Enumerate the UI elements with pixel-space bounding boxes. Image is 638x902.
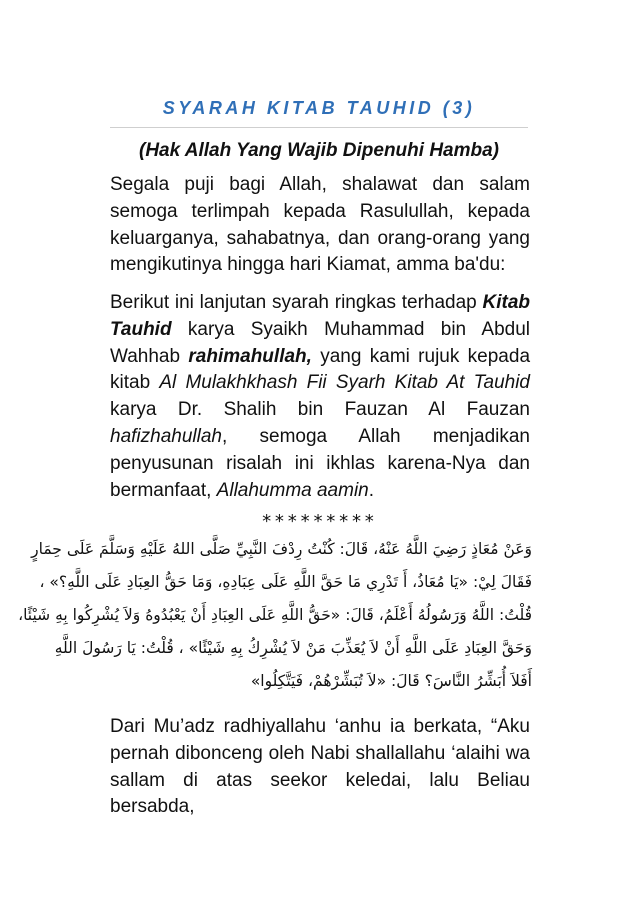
book-title-mulakhkhash: Al Mulakhkhash Fii Syarh Kitab At Tauhid (159, 372, 530, 394)
preface-text-1: Berikut ini lanjutan syarah ringkas terhadap (110, 292, 483, 313)
preface-paragraph (110, 290, 530, 504)
hadith-line: فَقَالَ لِيْ: «يَا مُعَاذُ، أَ تَدْرِي مَا حَقَّ اللَّهِ عَلَى عِبَادِهِ، وَمَا حَقُّ العِبَادِ عَلَى اللَّهِ؟» ، (39, 573, 532, 591)
preface-text-6: . (368, 479, 375, 501)
preface-text-2: karya Syaikh Muhammad bin Abdul Wahhab (110, 318, 530, 367)
preface-text-4: karya Dr. Shalih bin Fauzan Al Fauzan (110, 399, 530, 421)
hadith-line: وَعَنْ مُعَاذٍ رَضِيَ اللَّهُ عَنْهُ، قَالَ: كُنْتُ رِدْفَ النَّبِيِّ صَلَّى اللهُ عَلَيْهِ وَسَلَّمَ عَلَى حِمَارٍ (31, 540, 532, 558)
book-title-kitab-tauhid: Kitab Tauhid (110, 292, 530, 340)
doa-aamin: Allahumma aamin (216, 479, 369, 501)
section-separator: ********* (261, 511, 377, 532)
article-title: SYARAH KITAB TAUHID (3) (162, 98, 476, 118)
article-subtitle: (Hak Allah Yang Wajib Dipenuhi Hamba) (139, 140, 499, 161)
hadith-line: وَحَقَّ العِبَادِ عَلَى اللَّهِ أَنْ لاَ يُعَذِّبَ مَنْ لاَ يُشْرِكُ بِهِ شَيْئًا» ، قُلْتُ: يَا رَسُولَ اللَّهِ (54, 639, 532, 657)
intro-paragraph: Segala puji bagi Allah, shalawat dan salam semoga terlimpah kepada Rasulullah, kepada keluarganya, sahabatnya, dan orang-orang yang mengikutinya hingga hari Kiamat, amma ba'du: (110, 174, 530, 276)
hadith-line: قُلْتُ: اللَّهُ وَرَسُولُهُ أَعْلَمُ، قَالَ: «حَقُّ اللَّهِ عَلَى العِبَادِ أَنْ يَعْبُدُوهُ وَلاَ يُشْرِكُوا بِهِ شَيْئًا، (18, 606, 532, 624)
hadith-line: أَفَلاَ أُبَشِّرُ النَّاسَ؟ قَالَ: «لاَ تُبَشِّرْهُمْ، فَيَتَّكِلُوا» (250, 672, 532, 690)
preface-text-5: , semoga Allah menjadikan penyusunan risalah ini ikhlas karena-Nya dan bermanfaat, (110, 425, 530, 501)
translation-paragraph: Dari Mu’adz radhiyallahu ‘anhu ia berkata, “Aku pernah dibonceng oleh Nabi shallallahu ‘alaihi wa sallam di atas seekor keledai, lalu Beliau bersabda, (110, 716, 530, 818)
title-divider (110, 127, 528, 128)
doa-hafizhahullah: hafizhahullah (110, 425, 222, 447)
doa-rahimahullah: rahimahullah, (188, 345, 312, 367)
preface-text-3: yang kami rujuk kepada kitab (110, 345, 531, 394)
